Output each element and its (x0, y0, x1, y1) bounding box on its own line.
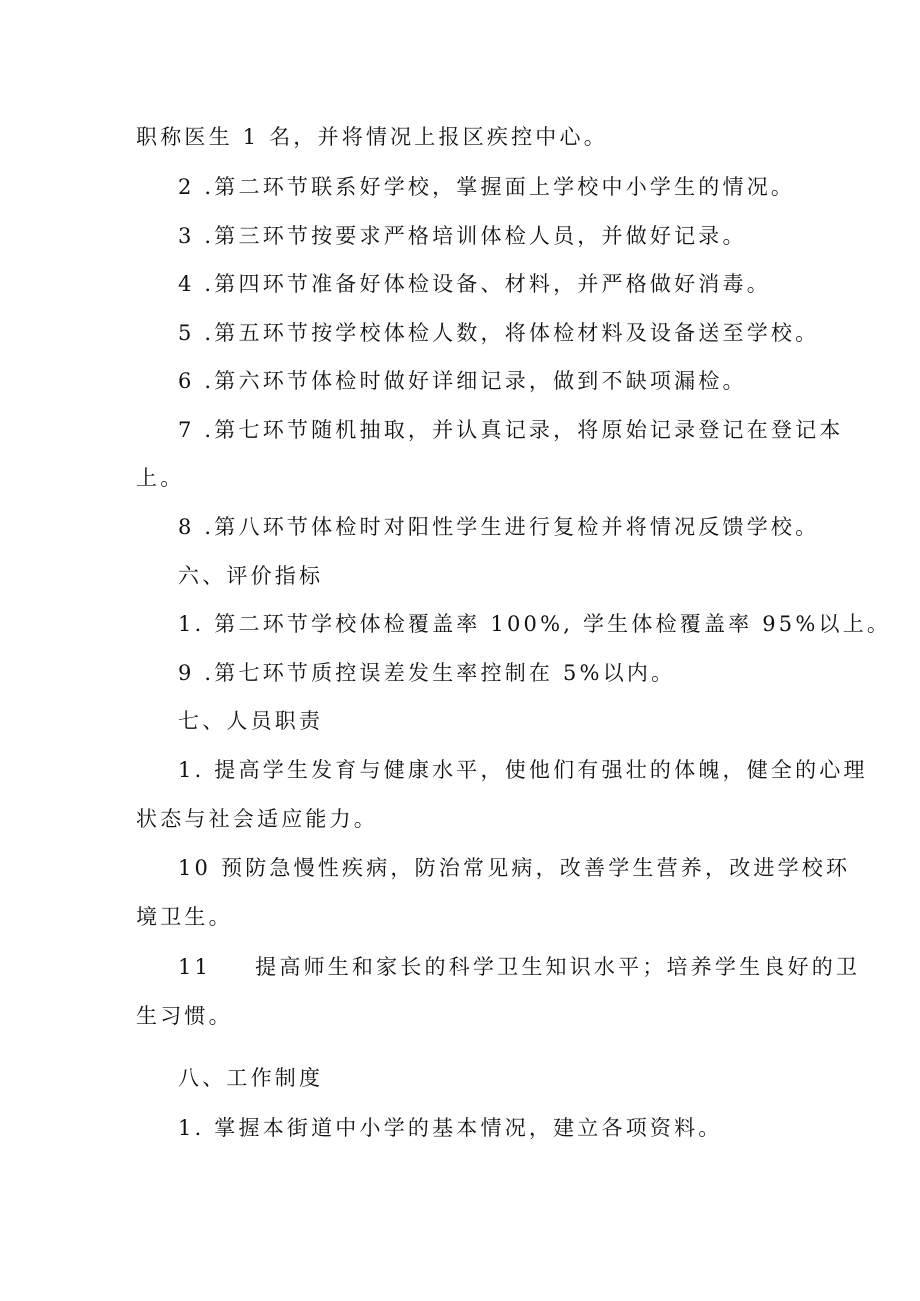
evaluation-item: 9 .第七环节质控误差发生率控制在 5%以内。 (178, 661, 676, 685)
responsibility-item-continuation: 状态与社会适应能力。 (136, 807, 378, 831)
step-item: 7 .第七环节随机抽取，并认真记录，将原始记录登记在登记本 (178, 418, 844, 442)
step-item: 8 .第八环节体检时对阳性学生进行复检并将情况反馈学校。 (178, 515, 820, 539)
responsibility-item: 10 预防急慢性疾病，防治常见病，改善学生营养，改进学校环 (178, 856, 851, 880)
work-rule-item: 1. 掌握本街道中小学的基本情况，建立各项资料。 (178, 1116, 723, 1140)
step-item: 4 .第四环节准备好体检设备、材料，并严格做好消毒。 (178, 272, 771, 296)
responsibility-item (178, 952, 860, 982)
responsibility-item: 1. 提高学生发育与健康水平，使他们有强壮的体魄，健全的心理 (178, 758, 868, 782)
responsibility-item-continuation: 境卫生。 (136, 905, 233, 929)
step-item: 2 .第二环节联系好学校，掌握面上学校中小学生的情况。 (178, 175, 796, 199)
responsibility-item-number: 11 (178, 955, 212, 979)
section-heading-evaluation: 六、评价指标 (178, 564, 324, 588)
step-item: 3 .第三环节按要求严格培训体检人员，并做好记录。 (178, 224, 747, 248)
step-item-continuation: 上。 (136, 466, 185, 490)
responsibility-item-continuation: 生习惯。 (136, 1004, 233, 1028)
section-heading-work-rules: 八、工作制度 (178, 1066, 324, 1090)
section-heading-responsibilities: 七、人员职责 (178, 709, 324, 733)
step-item: 5 .第五环节按学校体检人数，将体检材料及设备送至学校。 (178, 321, 820, 345)
responsibility-item-text: 提高师生和家长的科学卫生知识水平；培养学生良好的卫 (255, 955, 861, 979)
intro-line: 职称医生 1 名，并将情况上报区疾控中心。 (136, 125, 608, 149)
evaluation-item: 1. 第二环节学校体检覆盖率 100%, 学生体检覆盖率 95%以上。 (178, 612, 892, 636)
step-item: 6 .第六环节体检时做好详细记录，做到不缺项漏检。 (178, 369, 747, 393)
